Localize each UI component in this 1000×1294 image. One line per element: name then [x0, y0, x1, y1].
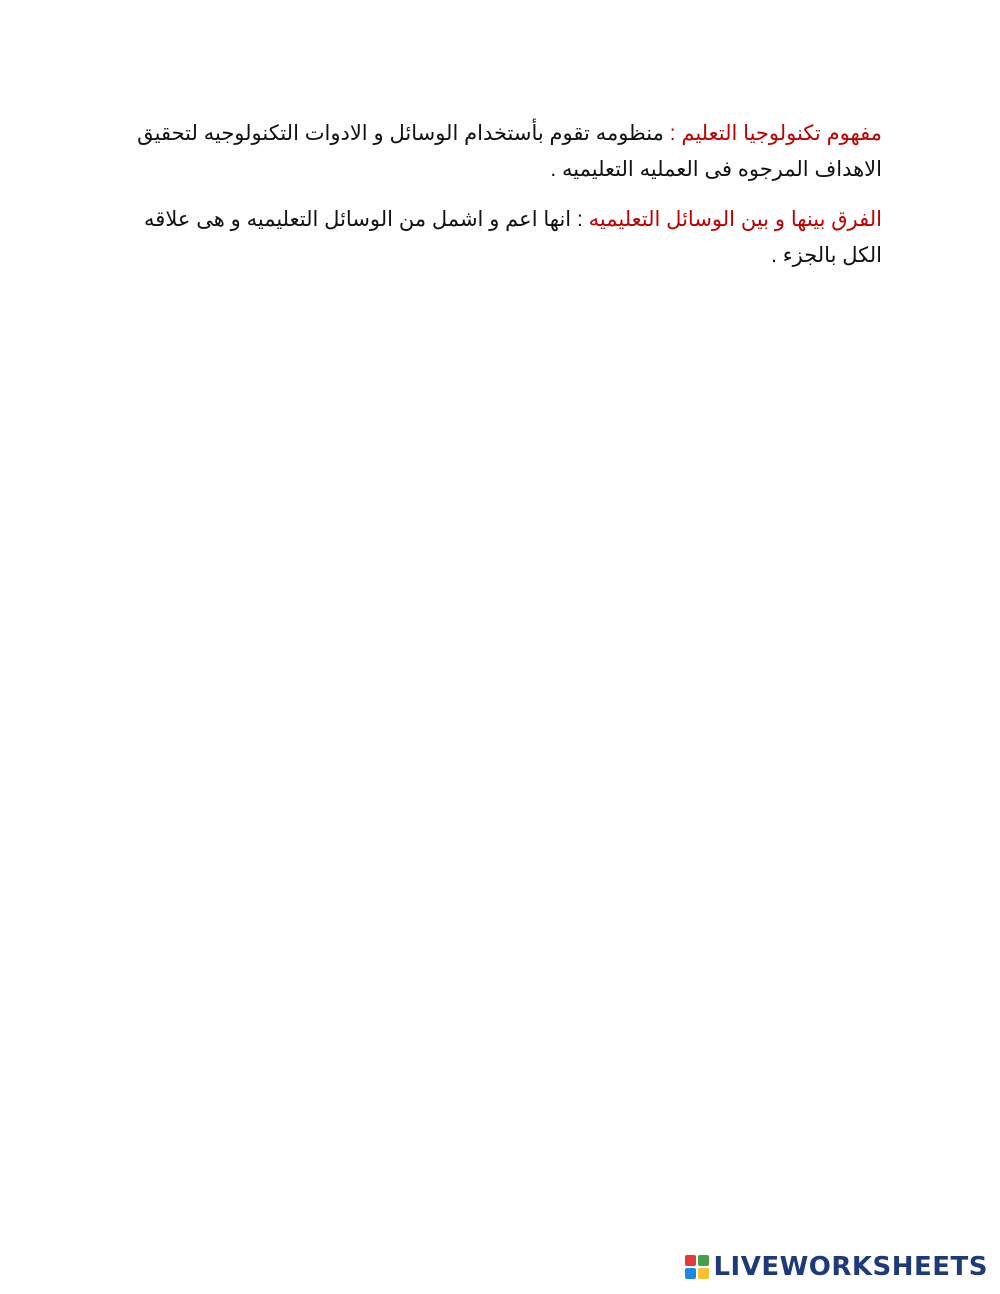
definition-text: منظومه تقوم بأستخدام الوسائل و الادوات التكنولوجيه لتحقيق الاهداف المرجوه فى العمليه التعليميه .	[137, 122, 882, 181]
logo-square-green	[698, 1255, 709, 1266]
liveworksheets-brand-text: LIVEWORKSHEETS	[713, 1252, 988, 1282]
definition-term: مفهوم تكنولوجيا التعليم :	[669, 122, 882, 145]
definition-paragraph	[130, 116, 882, 188]
liveworksheets-logo	[685, 1252, 988, 1282]
worksheet-content	[130, 116, 882, 288]
logo-square-red	[685, 1255, 696, 1266]
difference-paragraph	[130, 202, 882, 274]
logo-square-blue	[685, 1268, 696, 1279]
difference-term: الفرق بينها و بين الوسائل التعليميه	[588, 208, 882, 231]
liveworksheets-logo-icon	[685, 1255, 709, 1279]
difference-text: : انها اعم و اشمل من الوسائل التعليميه و هى علاقه الكل بالجزء .	[144, 208, 882, 267]
logo-square-yellow	[698, 1268, 709, 1279]
